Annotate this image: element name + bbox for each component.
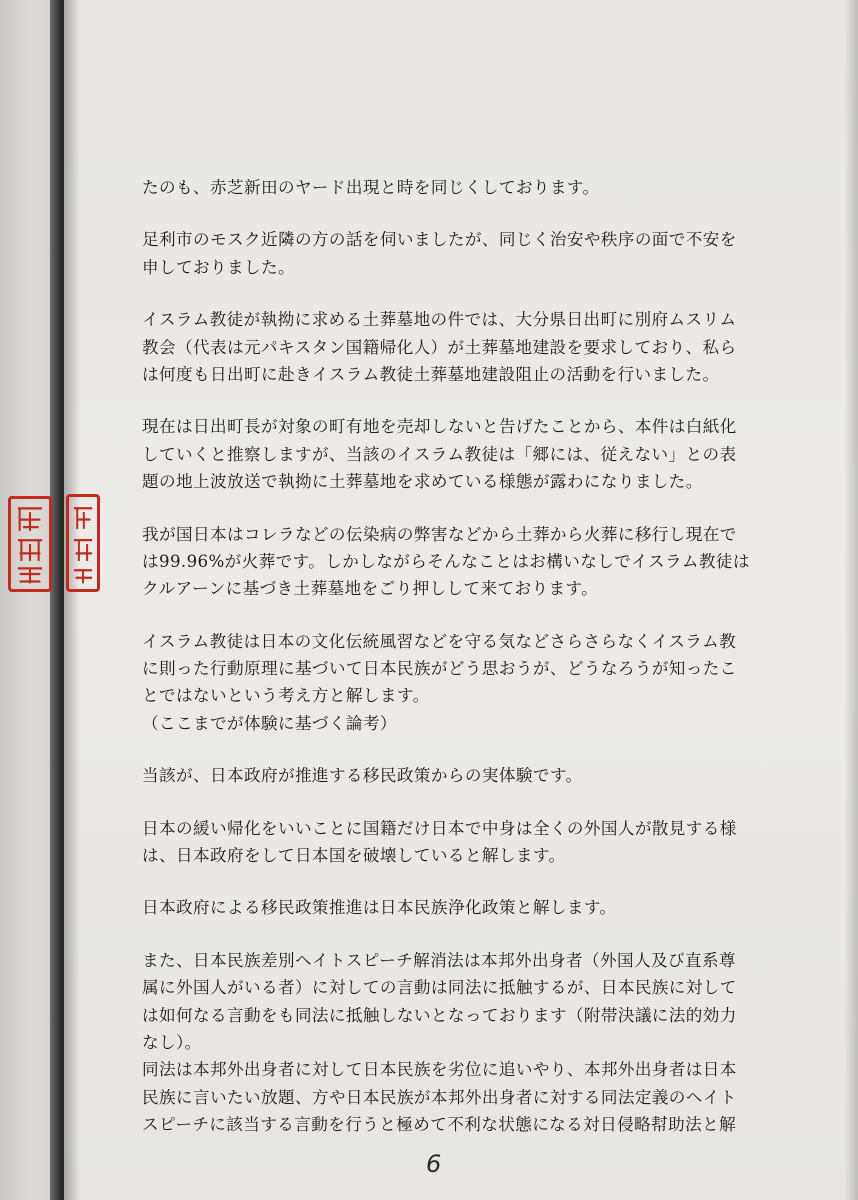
paragraph	[142, 226, 737, 281]
document-body	[142, 174, 750, 1139]
text-line: していくと推察しますが、当該のイスラム教徒は「郷には、従えない」との表	[142, 444, 737, 464]
red-seal-stamp-partial	[66, 494, 100, 592]
text-line: は、日本政府をして日本国を破壊していると解します。	[142, 846, 566, 866]
page-number: 6	[426, 1150, 442, 1178]
text-line: 民族に言いたい放題、方や日本民族が本邦外出身者に対する同法定義のヘイト	[142, 1087, 737, 1107]
text-line: （ここまでが体験に基づく論考）	[142, 713, 397, 733]
text-line: 属に外国人がいる者）に対しての言動は同法に抵触するが、日本民族に対して	[142, 978, 737, 998]
paragraph	[142, 762, 732, 789]
text-line: たのも、赤芝新田のヤード出現と時を同じくしております。	[142, 178, 600, 197]
seal-glyphs-partial	[69, 497, 97, 589]
text-line: 日本の緩い帰化をいいことに国籍だけ日本で中身は全くの外国人が散見する様	[142, 818, 737, 838]
paragraph	[142, 413, 737, 495]
text-line: は如何なる言動をも同法に抵触しないとなっております（附帯決議に法的効力	[142, 1005, 737, 1025]
text-line: スピーチに該当する言動を行うと極めて不利な状態になる対日侵略幇助法と解	[142, 1115, 737, 1135]
text-line: 教会（代表は元パキスタン国籍帰化人）が土葬墓地建設を要求しており、私ら	[142, 337, 737, 357]
text-line: なし）。	[142, 1032, 202, 1052]
text-line: 我が国日本はコレラなどの伝染病の弊害などから土葬から火葬に移行し現在で	[142, 524, 737, 544]
text-line: 申しておりました。	[142, 257, 295, 277]
text-line: に則った行動原理に基づいて日本民族がどう思おうが、どうなろうが知ったこ	[142, 659, 737, 679]
red-seal-stamp	[8, 496, 52, 592]
seal-glyphs	[11, 499, 49, 589]
paragraph	[142, 521, 750, 603]
text-line: イスラム教徒が執拗に求める土葬墓地の件では、大分県日出町に別府ムスリム	[142, 310, 737, 330]
text-line: 足利市のモスク近隣の方の話を伺いましたが、同じく治安や秩序の面で不安を	[142, 230, 737, 250]
text-line: クルアーンに基づき土葬墓地をごり押しして来ております。	[142, 579, 599, 599]
text-line: は99.96%が火葬です。しかしながらそんなことはお構いなしでイスラム教徒は	[142, 551, 750, 571]
text-line: 題の地上波放送で執拗に土葬墓地を求めている様態が露わになりました。	[142, 472, 703, 492]
text-line: は何度も日出町に赴きイスラム教徒土葬墓地建設阻止の活動を行いました。	[142, 364, 720, 384]
text-line: 日本政府による移民政策推進は日本民族浄化政策と解します。	[142, 898, 617, 918]
text-line: 同法は本邦外出身者に対して日本民族を劣位に追いやり、本邦外出身者は日本	[142, 1060, 737, 1080]
text-line: 現在は日出町長が対象の町有地を売却しないと告げたことから、本件は白紙化	[142, 417, 737, 437]
text-line: とではないという考え方と解します。	[142, 686, 430, 706]
text-line: イスラム教徒は日本の文化伝統風習などを守る気などさらさらなくイスラム教	[142, 631, 737, 651]
paragraph	[142, 947, 737, 1139]
text-line: また、日本民族差別ヘイトスピーチ解消法は本邦外出身者（外国人及び直系尊	[142, 950, 736, 970]
paragraph	[142, 815, 737, 870]
paragraph	[142, 306, 737, 388]
text-line: 当該が、日本政府が推進する移民政策からの実体験です。	[142, 766, 583, 786]
paragraph	[142, 628, 737, 738]
paragraph	[142, 174, 732, 201]
paragraph	[142, 894, 732, 921]
previous-page-edge	[0, 0, 52, 1200]
